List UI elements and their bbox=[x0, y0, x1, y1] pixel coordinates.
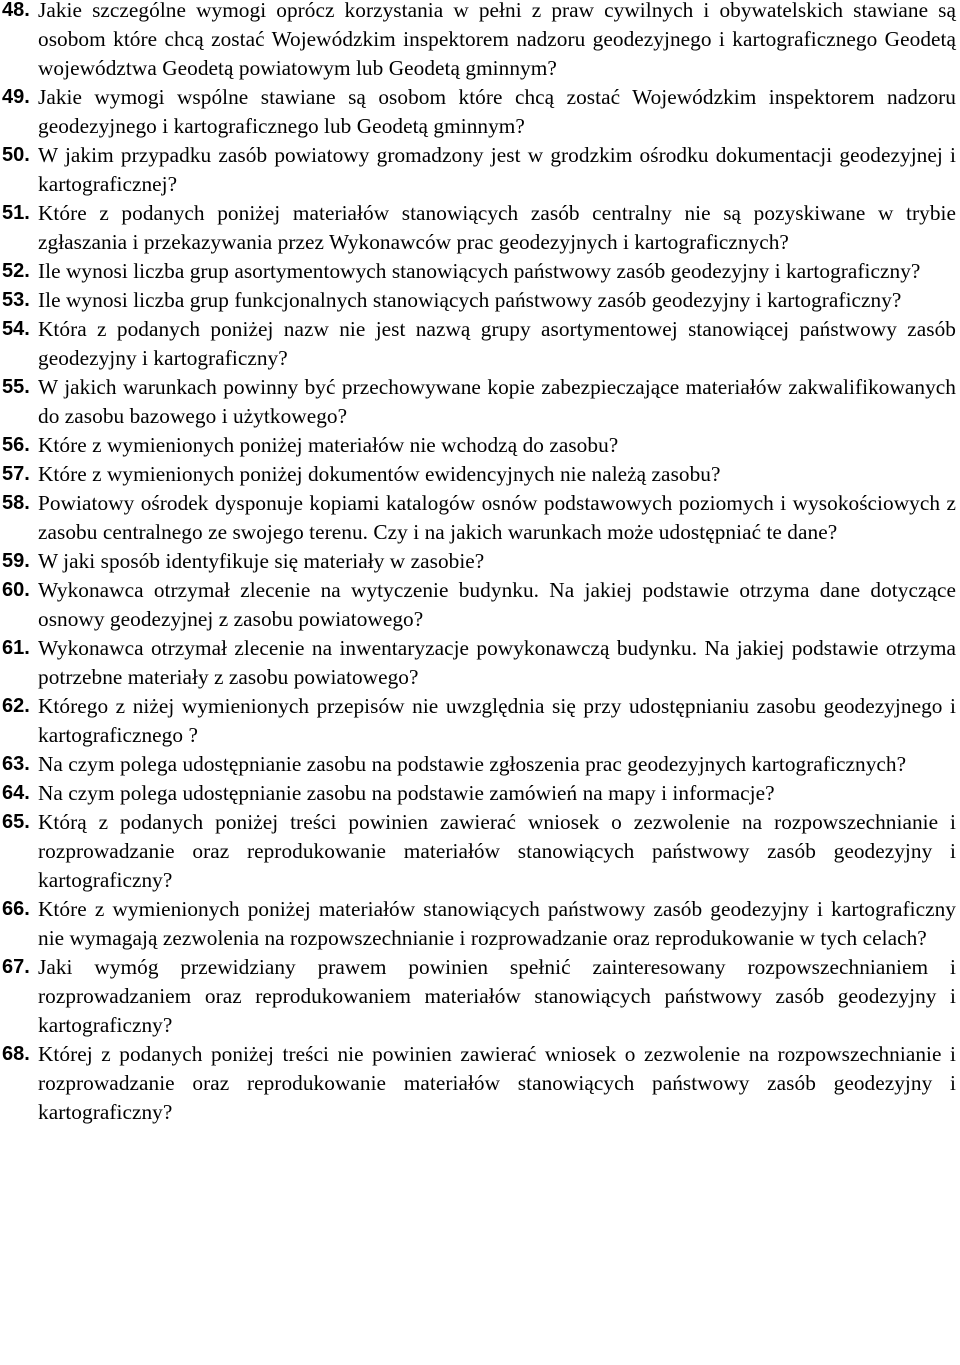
question-item bbox=[2, 779, 956, 808]
question-text: Powiatowy ośrodek dysponuje kopiami katalogów osnów podstawowych poziomych i wysokościowych z zasobu centralnego ze swojego terenu. Czy i na jakich warunkach może udostępniać te dane? bbox=[38, 491, 956, 544]
question-text: Które z wymienionych poniżej materiałów nie wchodzą do zasobu? bbox=[38, 433, 619, 457]
question-number: 54. bbox=[2, 318, 30, 340]
question-text: W jakich warunkach powinny być przechowywane kopie zabezpieczające materiałów zakwalifikowanych do zasobu bazowego i użytkowego? bbox=[38, 375, 956, 428]
question-number: 52. bbox=[2, 260, 30, 282]
question-item bbox=[2, 750, 956, 779]
question-item bbox=[2, 460, 956, 489]
question-item bbox=[2, 0, 956, 83]
question-item bbox=[2, 199, 956, 257]
question-number: 50. bbox=[2, 144, 30, 166]
question-item bbox=[2, 808, 956, 895]
question-number: 64. bbox=[2, 782, 30, 804]
question-number: 48. bbox=[2, 0, 30, 21]
question-text: W jaki sposób identyfikuje się materiały w zasobie? bbox=[38, 549, 485, 573]
question-item bbox=[2, 489, 956, 547]
question-text: Ile wynosi liczba grup funkcjonalnych stanowiących państwowy zasób geodezyjny i kartograficzny? bbox=[38, 288, 902, 312]
question-list bbox=[2, 0, 956, 1127]
question-item bbox=[2, 547, 956, 576]
question-item bbox=[2, 373, 956, 431]
question-number: 55. bbox=[2, 376, 30, 398]
question-item bbox=[2, 141, 956, 199]
question-text: Ile wynosi liczba grup asortymentowych stanowiących państwowy zasób geodezyjny i kartograficzny? bbox=[38, 259, 921, 283]
question-text: Na czym polega udostępnianie zasobu na podstawie zamówień na mapy i informacje? bbox=[38, 781, 775, 805]
question-number: 60. bbox=[2, 579, 30, 601]
question-number: 63. bbox=[2, 753, 30, 775]
question-number: 57. bbox=[2, 463, 30, 485]
question-text: Na czym polega udostępnianie zasobu na podstawie zgłoszenia prac geodezyjnych kartograficznych? bbox=[38, 752, 907, 776]
question-number: 67. bbox=[2, 956, 30, 978]
question-text: Wykonawca otrzymał zlecenie na inwentaryzacje powykonawczą budynku. Na jakiej podstawie otrzyma potrzebne materiały z zasobu powiatowego? bbox=[38, 636, 956, 689]
question-number: 66. bbox=[2, 898, 30, 920]
question-text: Którą z podanych poniżej treści powinien zawierać wniosek o zezwolenie na rozpowszechnianie i rozprowadzanie oraz reprodukowanie materiałów stanowiących państwowy zasób geodezyjny i kartograficzny? bbox=[38, 810, 956, 892]
question-number: 62. bbox=[2, 695, 30, 717]
question-text: W jakim przypadku zasób powiatowy gromadzony jest w grodzkim ośrodku dokumentacji geodezyjnej i kartograficznej? bbox=[38, 143, 956, 196]
question-item bbox=[2, 431, 956, 460]
question-number: 61. bbox=[2, 637, 30, 659]
question-text: Które z wymienionych poniżej dokumentów ewidencyjnych nie należą zasobu? bbox=[38, 462, 721, 486]
question-text: Wykonawca otrzymał zlecenie na wytyczenie budynku. Na jakiej podstawie otrzyma dane dotyczące osnowy geodezyjnej z zasobu powiatowego? bbox=[38, 578, 956, 631]
question-number: 65. bbox=[2, 811, 30, 833]
question-number: 51. bbox=[2, 202, 30, 224]
question-item bbox=[2, 286, 956, 315]
question-item bbox=[2, 1040, 956, 1127]
question-item bbox=[2, 634, 956, 692]
question-item bbox=[2, 315, 956, 373]
question-text: Jaki wymóg przewidziany prawem powinien spełnić zainteresowany rozpowszechnianiem i rozprowadzaniem oraz reprodukowaniem materiałów stanowiących państwowy zasób geodezyjny i kartograficzny? bbox=[38, 955, 956, 1037]
question-number: 56. bbox=[2, 434, 30, 456]
question-item bbox=[2, 257, 956, 286]
question-item bbox=[2, 576, 956, 634]
question-number: 53. bbox=[2, 289, 30, 311]
question-text: Jakie wymogi wspólne stawiane są osobom które chcą zostać Wojewódzkim inspektorem nadzoru geodezyjnego i kartograficznego lub Geodetą gminnym? bbox=[38, 85, 956, 138]
question-text: Której z podanych poniżej treści nie powinien zawierać wniosek o zezwolenie na rozpowszechnianie i rozprowadzanie oraz reprodukowanie materiałów stanowiących państwowy zasób geodezyjny i kartograficzny? bbox=[38, 1042, 956, 1124]
question-number: 49. bbox=[2, 86, 30, 108]
question-text: Jakie szczególne wymogi oprócz korzystania w pełni z praw cywilnych i obywatelskich stawiane są osobom które chcą zostać Wojewódzkim inspektorem nadzoru geodezyjnego i kartograficznego Geodetą województwa Geodetą powiatowym lub Geodetą gminnym? bbox=[38, 0, 956, 80]
question-item bbox=[2, 895, 956, 953]
question-text: Które z wymienionych poniżej materiałów stanowiących państwowy zasób geodezyjny i kartograficzny nie wymagają zezwolenia na rozpowszechnianie i rozprowadzanie oraz reprodukowanie w tych celach? bbox=[38, 897, 956, 950]
question-item bbox=[2, 953, 956, 1040]
question-item bbox=[2, 83, 956, 141]
question-item bbox=[2, 692, 956, 750]
question-text: Która z podanych poniżej nazw nie jest nazwą grupy asortymentowej stanowiącej państwowy zasób geodezyjny i kartograficzny? bbox=[38, 317, 956, 370]
question-number: 58. bbox=[2, 492, 30, 514]
question-number: 68. bbox=[2, 1043, 30, 1065]
question-number: 59. bbox=[2, 550, 30, 572]
question-text: Które z podanych poniżej materiałów stanowiących zasób centralny nie są pozyskiwane w trybie zgłaszania i przekazywania przez Wykonawców prac geodezyjnych i kartograficznych? bbox=[38, 201, 956, 254]
question-text: Którego z niżej wymienionych przepisów nie uwzględnia się przy udostępnianiu zasobu geodezyjnego i kartograficznego ? bbox=[38, 694, 956, 747]
